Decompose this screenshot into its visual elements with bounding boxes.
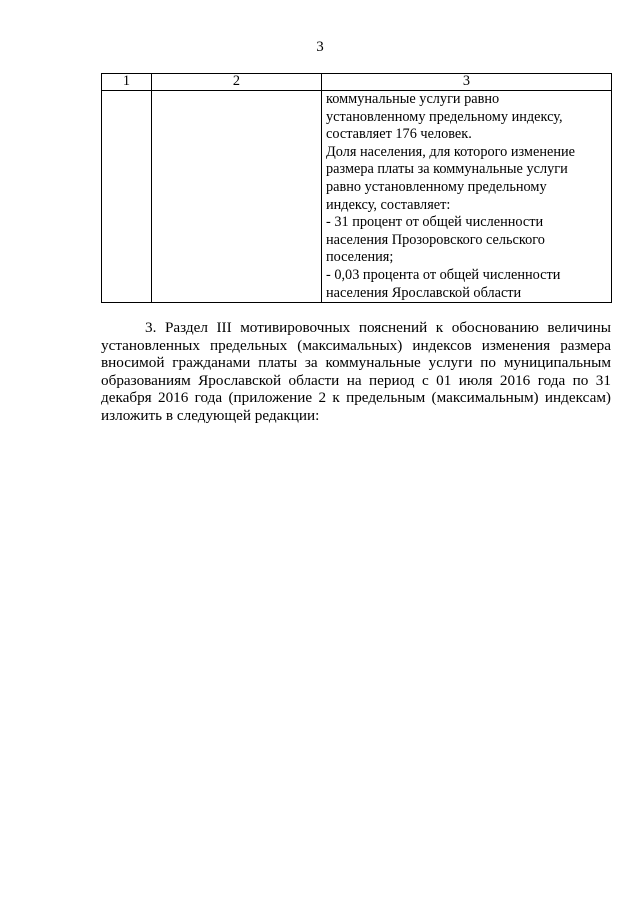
body-paragraph xyxy=(101,319,611,424)
cell-line: индексу, составляет: xyxy=(326,196,451,213)
paragraph-line: вносимой гражданами платы за коммунальные услуги по муниципальным xyxy=(101,354,611,371)
paragraph-line: образованиям Ярославской области на период с 01 июля 2016 года по 31 xyxy=(101,371,611,389)
cell-line: равно установленному предельному xyxy=(326,178,547,195)
table-cell-col-1 xyxy=(102,91,152,303)
paragraph-line: декабря 2016 года (приложение 2 к предельным (максимальным) индексам) xyxy=(101,389,611,406)
table-header-row xyxy=(102,74,612,91)
cell-line: установленному предельному индексу, xyxy=(326,108,563,125)
data-table xyxy=(101,73,612,303)
paragraph-line: изложить в следующей редакции: xyxy=(101,406,320,424)
cell-line: - 0,03 процента от общей численности xyxy=(326,266,561,283)
cell-line: населения Ярославской области xyxy=(326,284,522,301)
table-cell-col-2 xyxy=(152,91,322,303)
table-cell-col-3 xyxy=(322,91,612,303)
paragraph-line: 3. Раздел III мотивировочных пояснений к обоснованию величины xyxy=(145,319,611,336)
cell-line: Доля населения, для которого изменение xyxy=(326,143,575,160)
cell-line: поселения; xyxy=(326,249,394,266)
page-number: 3 xyxy=(316,39,324,55)
table-header-col-2: 2 xyxy=(152,74,322,91)
table-header-col-1: 1 xyxy=(102,74,152,91)
table-cell-text xyxy=(322,91,611,302)
cell-line: коммунальные услуги равно xyxy=(326,91,500,107)
table-header-col-3: 3 xyxy=(322,74,612,91)
cell-line: - 31 процент от общей численности xyxy=(326,214,544,231)
cell-line: населения Прозоровского сельского xyxy=(326,231,545,248)
paragraph-line: установленных предельных (максимальных) индексов изменения размера xyxy=(101,336,611,354)
cell-line: размера платы за коммунальные услуги xyxy=(326,161,568,178)
cell-line: составляет 176 человек. xyxy=(326,126,472,143)
table-row xyxy=(102,91,612,303)
